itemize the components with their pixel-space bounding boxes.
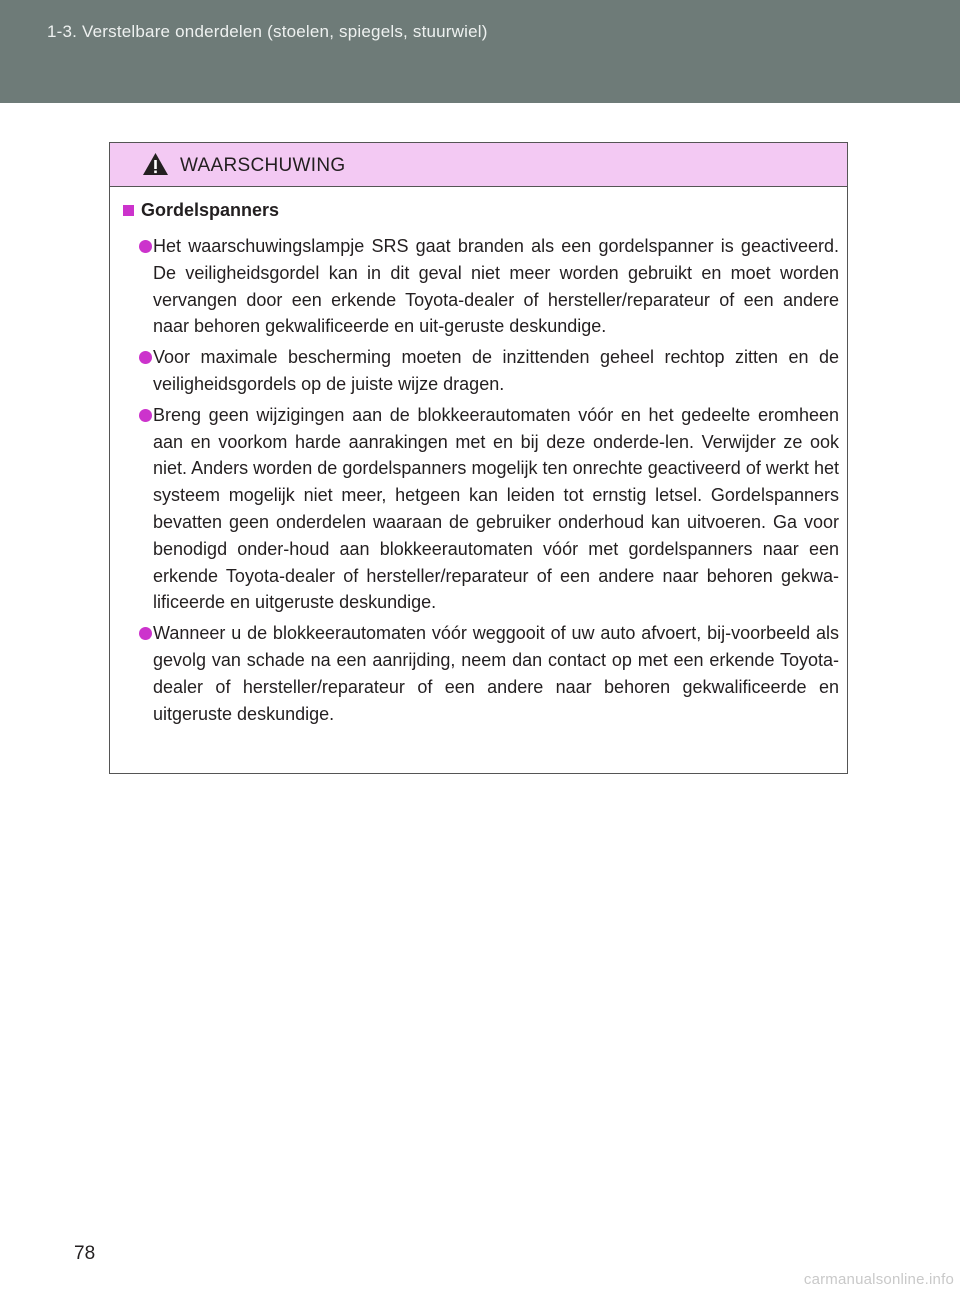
list-item [123, 620, 839, 727]
watermark: carmanualsonline.info [803, 1271, 954, 1288]
warning-title: WAARSCHUWING [180, 155, 346, 176]
section-heading-text: Gordelspanners [141, 199, 280, 220]
list-item-text: Wanneer u de blokkeerautomaten vóór weggooit of uw auto afvoert, bij-voorbeeld als gevolg van schade na een aanrijding, neem dan contact op met een erkende Toyota-dealer of hersteller/reparateur of een andere naar behoren gekwalificeerde en uitgeruste deskundige. [153, 623, 839, 724]
page-number: 78 [74, 1243, 96, 1264]
round-bullet-icon [139, 409, 152, 422]
round-bullet-icon [139, 351, 152, 364]
list-item [123, 233, 839, 340]
bullet-list [123, 233, 839, 727]
section-title: 1-3. Verstelbare onderdelen (stoelen, spiegels, stuurwiel) [47, 22, 488, 41]
warning-box [109, 142, 848, 774]
list-item-text: Het waarschuwingslampje SRS gaat branden als een gordelspanner is geactiveerd. De veiligheidsgordel kan in dit geval niet meer worden gebruikt en moet worden vervangen door een erkende Toyota-dealer of hersteller/reparateur of een andere naar behoren gekwalificeerde en uit-geruste deskundige. [153, 236, 839, 337]
warning-triangle-icon [142, 152, 169, 176]
warning-header [110, 143, 847, 187]
round-bullet-icon [139, 240, 152, 253]
list-item-text: Breng geen wijzigingen aan de blokkeerautomaten vóór en het gedeelte eromheen aan en voorkom harde aanrakingen met en bij deze onderde-len. Verwijder ze ook niet. Anders worden de gordelspanners mogelijk ten onrechte geactiveerd of werkt het systeem mogelijk niet meer, hetgeen kan leiden tot ernstig letsel. Gordelspanners bevatten geen onderdelen waaraan de gebruiker onderhoud kan uitvoeren. Ga voor benodigd onder-houd aan blokkeerautomaten vóór met gordelspanners naar een erkende Toyota-dealer of hersteller/reparateur of een andere naar behoren gekwa-lificeerde en uitgeruste deskundige. [153, 404, 839, 613]
square-bullet-icon [123, 205, 134, 216]
list-item-text: Voor maximale bescherming moeten de inzittenden geheel rechtop zitten en de veiligheidsgordels op de juiste wijze dragen. [153, 347, 839, 394]
list-item [123, 402, 839, 616]
list-item [123, 344, 839, 398]
header-band [0, 0, 960, 103]
section-heading [123, 197, 839, 223]
warning-body [110, 187, 847, 727]
round-bullet-icon [139, 627, 152, 640]
